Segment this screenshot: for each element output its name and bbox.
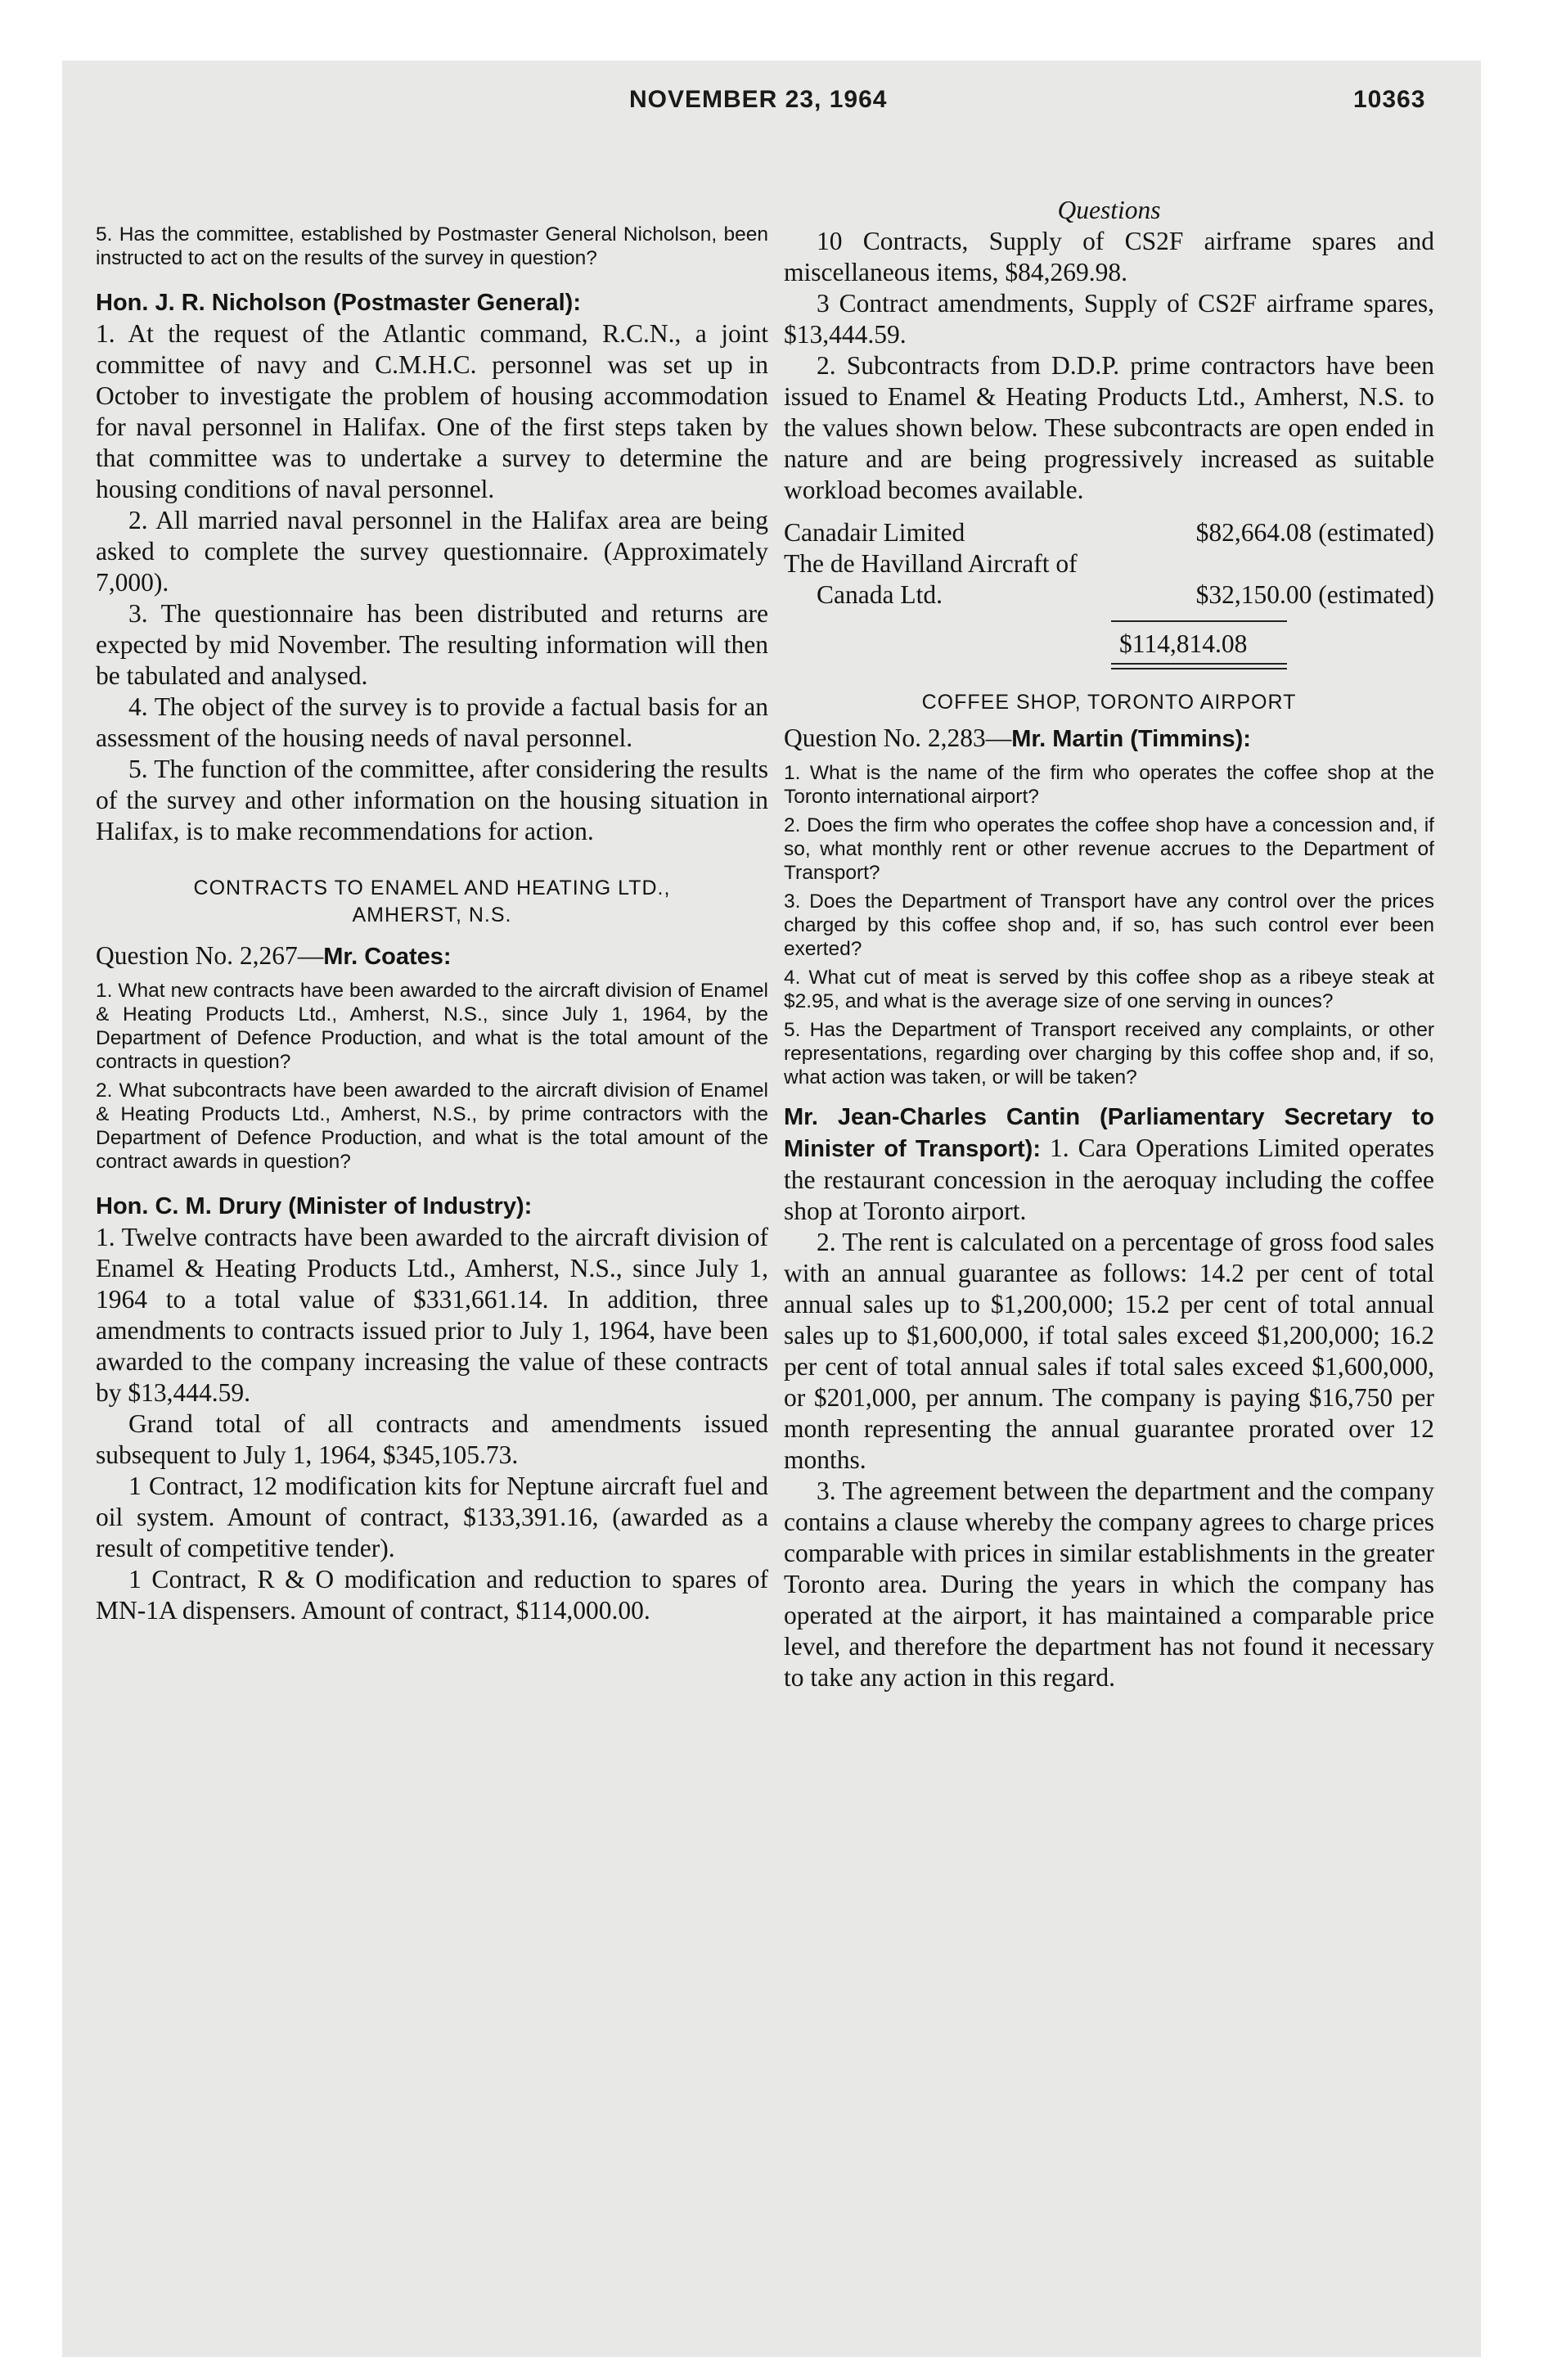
table-row <box>784 579 1434 611</box>
speaker-drury: Hon. C. M. Drury (Minister of Industry): <box>96 1193 533 1219</box>
question-3: 3. Does the Department of Transport have any control over the prices charged by this coffee shop and, if so, has such control ever been exerted? <box>784 890 1434 960</box>
table-row <box>784 517 1434 548</box>
answer-paragraph: 3. The questionnaire has been distributed and returns are expected by mid November. The resulting information will then be tabulated and analysed. <box>96 599 768 690</box>
answer-paragraph: 2. The rent is calculated on a percentage of gross food sales with an annual guarantee as follows: 14.2 per cent of total annual sales up to $1,200,000; 15.2 per cent of total annual sales up to $1,600,000, if total sales exceed $1,200,000; 16.2 per cent of total annual sales if total sales exceed $1,600,000, or $201,000, per annum. The company is paying $16,750 per month representing the annual guarantee prorated over 12 months. <box>784 1228 1434 1474</box>
answer-paragraph: 2. Subcontracts from D.D.P. prime contractors have been issued to Enamel & Heating Products Ltd., Amherst, N.S. to the values shown below. These subcontracts are open ended in nature and are being progressively increased as suitable workload becomes available. <box>784 351 1434 504</box>
section-title: AMHERST, N.S. <box>352 904 512 926</box>
table-cell-company: Canadair Limited <box>784 518 965 547</box>
question-asker: Mr. Martin (Timmins): <box>1011 726 1251 752</box>
question-5: 5. Has the Department of Transport received any complaints, or other representations, regarding over charging by this coffee shop and, if so, what action was taken, or will be taken? <box>784 1019 1434 1089</box>
question-4: 4. What cut of meat is served by this coffee shop as a ribeye steak at $2.95, and what is the average size of one serving in ounces? <box>784 967 1434 1012</box>
right-column <box>784 195 1434 1693</box>
answer-paragraph: 1. Twelve contracts have been awarded to the aircraft division of Enamel & Heating Products Ltd., Amherst, N.S., since July 1, 1964 to a total value of $331,661.14. In addition, three amendments to contracts issued prior to July 1, 1964, have been awarded to the company increasing the value of these contracts by $13,444.59. <box>96 1223 768 1407</box>
question-1: 1. What is the name of the firm who operates the coffee shop at the Toronto international airport? <box>784 762 1434 808</box>
table-row <box>784 548 1434 579</box>
answer-paragraph: Grand total of all contracts and amendments issued subsequent to July 1, 1964, $345,105.73. <box>96 1409 768 1469</box>
answer-paragraph: 5. The function of the committee, after considering the results of the survey and other information on the housing situation in Halifax, is to make recommendations for action. <box>96 755 768 845</box>
header-date: NOVEMBER 23, 1964 <box>629 86 888 113</box>
question-asker: Mr. Coates: <box>323 944 452 970</box>
answer-paragraph: 1. Cara Operations Limited operates the restaurant concession in the aeroquay including the coffee shop at Toronto airport. <box>784 1134 1435 1225</box>
answer-paragraph: 3. The agreement between the department and the company contains a clause whereby the company agrees to charge prices comparable with prices in similar establishments in the greater Toronto area. During the years in which the company has operated at the airport, it has maintained a comparable price level, and therefore the department has not found it necessary to take any action in this regard. <box>784 1476 1434 1692</box>
contract-item: 1 Contract, 12 modification kits for Neptune aircraft fuel and oil system. Amount of contract, $133,391.16, (awarded as a result of competitive tender). <box>96 1472 768 1562</box>
question-1: 1. What new contracts have been awarded to the aircraft division of Enamel & Heating Products Ltd., Amherst, N.S., since July 1, 1964, by the Department of Defence Production, and what is the total amount of the contracts in question? <box>96 980 768 1073</box>
question-5: 5. Has the committee, established by Postmaster General Nicholson, been instructed to act on the results of the survey in question? <box>96 223 768 269</box>
question-2: 2. Does the firm who operates the coffee shop have a concession and, if so, what monthly rent or other revenue accrues to the Department of Transport? <box>784 814 1434 884</box>
speaker-cantin: Mr. Jean-Charles Cantin (Parliamentary Secretary to Minister of Transport): <box>784 1104 1434 1162</box>
contract-item: 3 Contract amendments, Supply of CS2F airframe spares, $13,444.59. <box>784 289 1434 349</box>
section-label: Questions <box>1057 196 1161 224</box>
double-rule <box>1111 663 1287 669</box>
answer-paragraph: 2. All married naval personnel in the Halifax area are being asked to complete the survey questionnaire. (Approximately 7,000). <box>96 506 768 597</box>
question-number: Question No. 2,283—Mr. Martin (Timmins): <box>784 723 1251 752</box>
table-cell-company: Canada Ltd. <box>817 580 943 609</box>
question-2: 2. What subcontracts have been awarded to the aircraft division of Enamel & Heating Products Ltd., Amherst, N.S., by prime contractors with the Department of Defence Production, and what is the total amount of the contract awards in question? <box>96 1080 768 1173</box>
left-column <box>96 223 768 1626</box>
table-cell-amount: $32,150.00 (estimated) <box>1195 580 1434 609</box>
answer-paragraph: 4. The object of the survey is to provide a factual basis for an assessment of the housing needs of naval personnel. <box>96 692 768 752</box>
table-cell-company: The de Havilland Aircraft of <box>784 549 1078 578</box>
section-title: CONTRACTS TO ENAMEL AND HEATING LTD., <box>193 877 671 899</box>
answer-paragraph: 1. At the request of the Atlantic command, R.C.N., a joint committee of navy and C.M.H.C. personnel was set up in October to investigate the problem of housing accommodation for naval personnel in Halifax. One of the first steps taken by that committee was to undertake a survey to determine the housing conditions of naval personnel. <box>96 319 768 503</box>
table-total-row <box>784 629 1434 660</box>
table-cell-amount: $82,664.08 (estimated) <box>1195 518 1434 547</box>
page-number: 10363 <box>1353 86 1426 113</box>
table-total: $114,814.08 <box>1119 629 1248 658</box>
speaker-nicholson: Hon. J. R. Nicholson (Postmaster General): <box>96 290 581 316</box>
total-rule <box>1111 620 1287 622</box>
contract-item: 10 Contracts, Supply of CS2F airframe spares and miscellaneous items, $84,269.98. <box>784 227 1434 286</box>
question-number: Question No. 2,267—Mr. Coates: <box>96 941 452 970</box>
contract-item: 1 Contract, R & O modification and reduction to spares of MN-1A dispensers. Amount of contract, $114,000.00. <box>96 1565 768 1625</box>
section-title: COFFEE SHOP, TORONTO AIRPORT <box>921 691 1297 714</box>
